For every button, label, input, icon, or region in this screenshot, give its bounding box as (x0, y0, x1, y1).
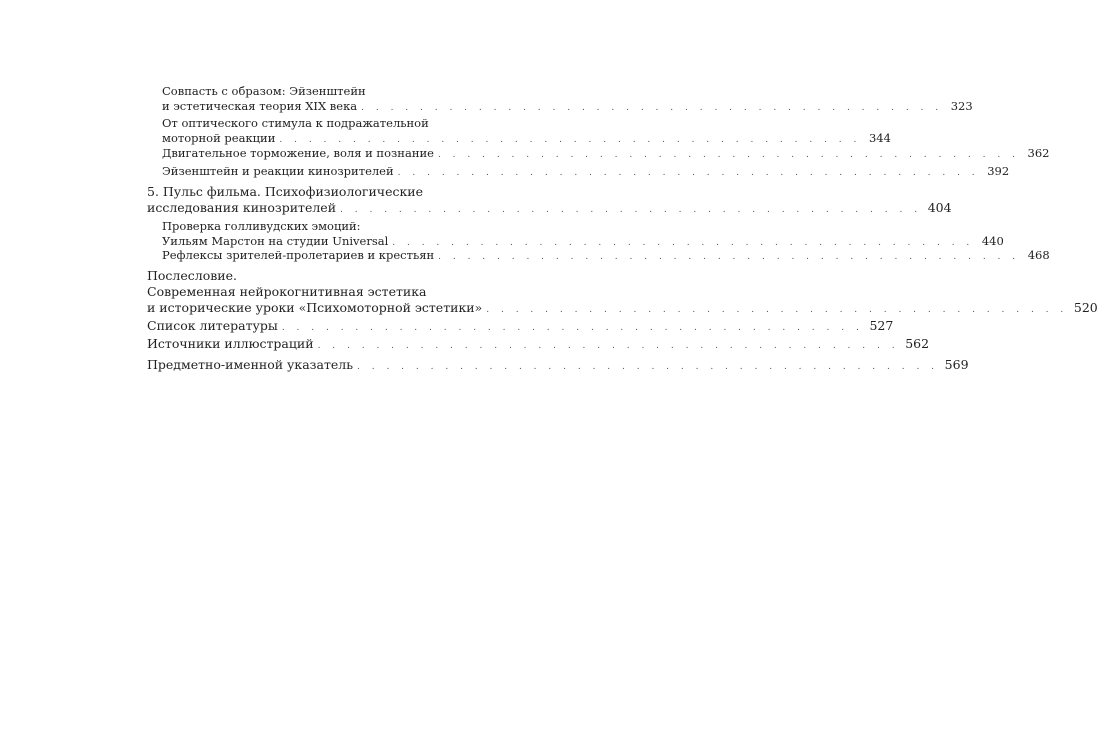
toc-entry-title-line: Послесловие. (147, 268, 237, 283)
toc-entry-title-line: Предметно-именной указатель (147, 357, 354, 372)
toc-entry-title-line: Рефлексы зрителей-пролетариев и крестьян (162, 248, 435, 262)
toc-page-number: 440 (981, 234, 1004, 248)
toc-entry-title-line: Двигательное торможение, воля и познание (162, 146, 434, 160)
toc-page-number: 392 (987, 164, 1010, 178)
dot-leader: . . . . . . . . . . . . . . . . . . . . . . . . . . . . . . . . . . . . . . . . (486, 305, 1068, 315)
toc-entry-title-line: исследования кинозрителей (147, 200, 337, 215)
dot-leader: . . . . . . . . . . . . . . . . . . . . . . . . . . . . . . . . . . . . . . . . (397, 168, 980, 178)
toc-entry-title-line: и эстетическая теория XIX века (162, 99, 358, 113)
toc-entry-title-line: 5. Пульс фильма. Психофизиологические (147, 184, 424, 199)
toc-page-number: 562 (905, 336, 930, 351)
toc-page-number: 527 (869, 318, 894, 333)
dot-leader: . . . . . . . . . . . . . . . . . . . . . . . . . . . . . . . . . . . . . . . . (279, 135, 861, 145)
toc-entry-title-line: Совпасть с образом: Эйзенштейн (162, 84, 366, 98)
toc-entry[interactable] (162, 248, 1050, 265)
toc-page-number: 323 (950, 99, 973, 113)
dot-leader: . . . . . . . . . . . . . . . . . . . . . . . . . . . . . . . . . . . . . . . . (361, 103, 943, 113)
dot-leader: . . . . . . . . . . . . . . . . . . . . . . . . . . . . . . . . . . . . . . . . (438, 252, 1020, 262)
toc-entry[interactable] (147, 184, 952, 218)
toc-page-number: 468 (1027, 248, 1050, 262)
toc-entry-title-line: Современная нейрокогнитивная эстетика (147, 284, 427, 299)
dot-leader: . . . . . . . . . . . . . . . . . . . . . . . . . . . . . . . . . . . . . . . . (281, 323, 864, 333)
toc-entry-title-line: Эйзенштейн и реакции кинозрителей (162, 164, 394, 178)
toc-entry-title-line: и исторические уроки «Психомоторной эстетики» (147, 300, 483, 315)
dot-leader: . . . . . . . . . . . . . . . . . . . . . . . . . . . . . . . . . . . . . . . . (357, 362, 939, 372)
toc-entry-title-line: моторной реакции (162, 131, 276, 145)
toc-entry[interactable] (147, 318, 894, 336)
dot-leader: . . . . . . . . . . . . . . . . . . . . . . . . . . . . . . . . . . . . . . . . (392, 238, 974, 248)
toc-page-number: 520 (1073, 300, 1098, 315)
toc-entry-title-line: Источники иллюстраций (147, 336, 314, 351)
toc-entry[interactable] (162, 84, 973, 116)
toc-page-number: 362 (1027, 146, 1050, 160)
toc-entry[interactable] (147, 268, 1098, 318)
toc-page-number: 569 (944, 357, 969, 372)
toc-entry-title-line: Проверка голливудских эмоций: (162, 219, 361, 233)
toc-entry[interactable] (162, 164, 1010, 181)
toc-page-number: 344 (868, 131, 891, 145)
toc-entry[interactable] (162, 116, 891, 148)
toc-entry-title-line: Уильям Марстон на студии Universal (162, 234, 389, 248)
dot-leader: . . . . . . . . . . . . . . . . . . . . . . . . . . . . . . . . . . . . . . . . (437, 150, 1020, 160)
toc-entry[interactable] (162, 219, 1004, 251)
toc-entry[interactable] (147, 357, 969, 375)
toc-page-number: 404 (927, 200, 952, 215)
toc-entry-title-line: От оптического стимула к подражательной (162, 116, 429, 130)
dot-leader: . . . . . . . . . . . . . . . . . . . . . . . . . . . . . . . . . . . . . . . . (317, 341, 900, 351)
toc-entry[interactable] (162, 146, 1050, 163)
toc-entry-title-line: Список литературы (147, 318, 278, 333)
toc-entry[interactable] (147, 336, 930, 354)
dot-leader: . . . . . . . . . . . . . . . . . . . . . . . . . . . . . . . . . . . . . . . . (340, 205, 922, 215)
